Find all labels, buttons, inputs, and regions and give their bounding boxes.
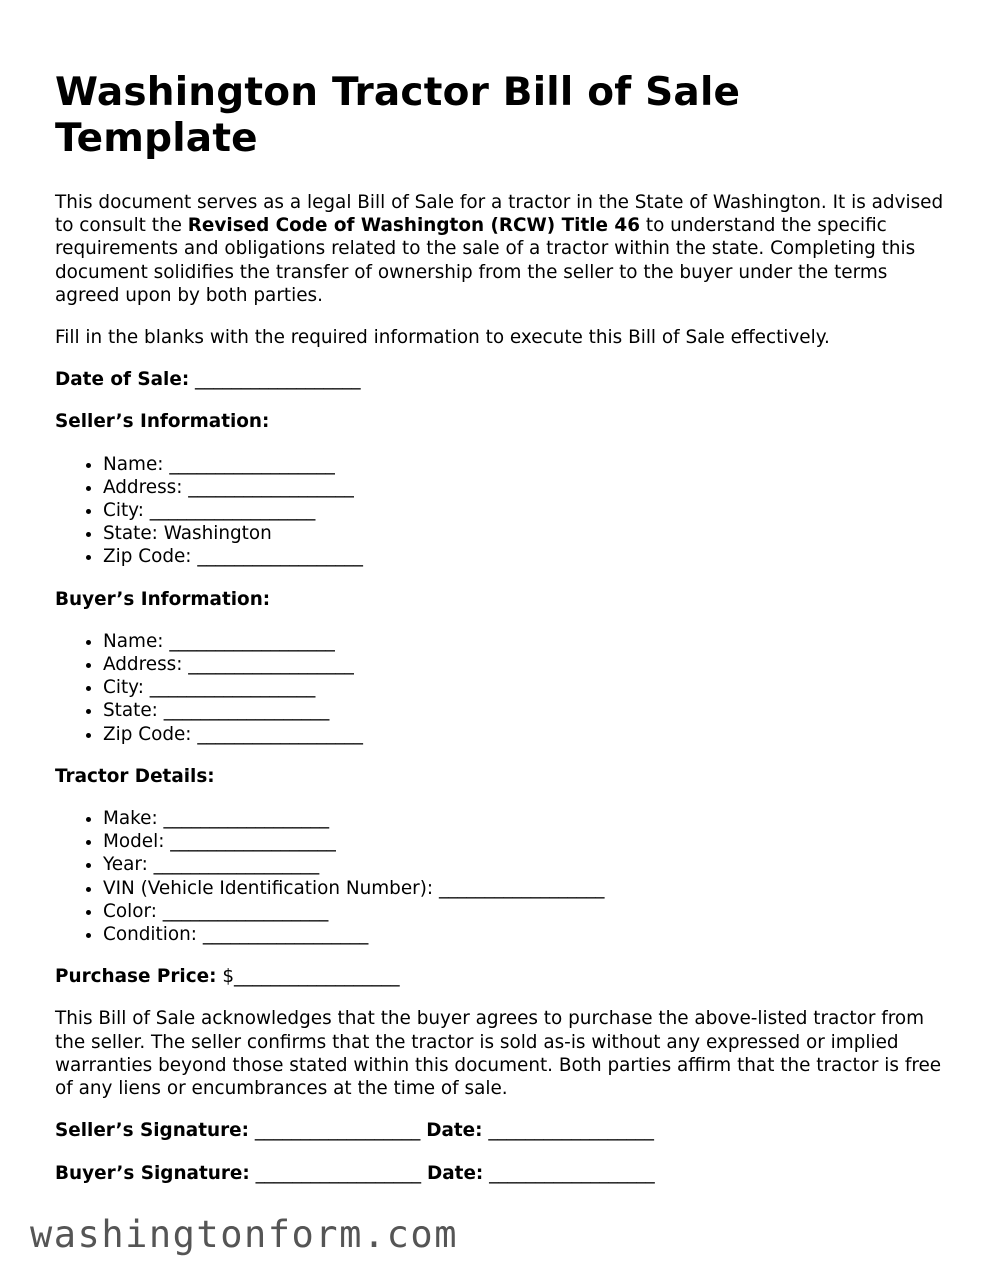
blank-line[interactable]: __________________ — [153, 854, 320, 876]
date-of-sale-field[interactable] — [55, 368, 945, 391]
tractor-make-label: Make: — [103, 808, 158, 830]
blank-line[interactable]: __________________ — [197, 723, 363, 745]
buyer-date-blank[interactable]: __________________ — [489, 1162, 655, 1184]
buyer-name-label: Name: — [103, 630, 164, 652]
instruction-paragraph: Fill in the blanks with the required information to execute this Bill of Sale effectively. — [55, 327, 830, 349]
list-item — [103, 877, 945, 900]
seller-city-label: City: — [103, 500, 144, 522]
seller-address-label: Address: — [103, 476, 183, 498]
intro-text-2: to understand the specific requirements and obligations related to the sale of a tractor within the state. Completing this document solidifies the transfer of ownership from the seller to the buyer under the terms agreed upon by both parties. — [55, 215, 916, 306]
blank-line[interactable]: __________________ — [163, 808, 330, 830]
list-item — [103, 476, 945, 499]
seller-name-label: Name: — [103, 453, 164, 475]
list-item — [103, 807, 945, 830]
blank-line[interactable]: __________________ — [170, 831, 336, 853]
purchase-price-field[interactable] — [55, 965, 945, 988]
buyer-signature-label: Buyer’s Signature: — [55, 1162, 250, 1184]
blank-line[interactable]: __________________ — [169, 453, 335, 475]
blank-line[interactable]: __________________ — [438, 877, 605, 899]
document-page — [55, 70, 945, 1204]
blank-line[interactable]: __________________ — [234, 966, 400, 988]
seller-date-blank[interactable]: __________________ — [488, 1120, 654, 1142]
list-item — [103, 676, 945, 699]
buyer-signature-row — [55, 1162, 945, 1185]
acknowledgment-paragraph: This Bill of Sale acknowledges that the buyer agrees to purchase the above-listed tractor from the seller. The seller confirms that the tractor is sold as-is without any expressed or implied warranties beyond those stated within this document. Both parties affirm that the tractor is free of any liens or encumbrances at the time of sale. — [55, 1008, 942, 1100]
blank-line[interactable]: __________________ — [195, 369, 361, 391]
tractor-details-heading: Tractor Details: — [55, 765, 215, 787]
rcw-reference: Revised Code of Washington (RCW) Title 46 — [187, 215, 641, 237]
buyer-address-label: Address: — [103, 654, 183, 676]
buyer-city-label: City: — [103, 677, 144, 699]
blank-line[interactable]: __________________ — [197, 546, 363, 568]
buyer-zip-label: Zip Code: — [103, 723, 192, 745]
blank-line[interactable]: __________________ — [169, 630, 335, 652]
purchase-price-label: Purchase Price: — [55, 966, 217, 988]
list-item — [103, 699, 945, 722]
site-watermark: washingtonform.com — [30, 1213, 458, 1256]
blank-line[interactable]: __________________ — [163, 700, 330, 722]
seller-info-heading: Seller’s Information: — [55, 411, 270, 433]
list-item — [103, 900, 945, 923]
seller-state-label: State: Washington — [103, 523, 272, 545]
list-item — [103, 545, 945, 568]
buyer-date-label: Date: — [426, 1162, 484, 1184]
list-item — [103, 723, 945, 746]
tractor-year-label: Year: — [103, 854, 148, 876]
blank-line[interactable]: __________________ — [149, 500, 316, 522]
buyer-signature-blank[interactable]: __________________ — [255, 1162, 422, 1184]
blank-line[interactable]: __________________ — [149, 677, 316, 699]
list-item — [103, 630, 945, 653]
tractor-condition-label: Condition: — [103, 924, 197, 946]
list-item — [103, 522, 945, 545]
blank-line[interactable]: __________________ — [188, 476, 354, 498]
tractor-color-label: Color: — [103, 900, 157, 922]
tractor-vin-label: VIN (Vehicle Identification Number): — [103, 877, 434, 899]
tractor-details-list — [55, 807, 945, 946]
blank-line[interactable]: __________________ — [202, 924, 369, 946]
list-item — [103, 653, 945, 676]
seller-signature-label: Seller’s Signature: — [55, 1120, 249, 1142]
buyer-state-label: State: — [103, 700, 158, 722]
seller-signature-row — [55, 1119, 945, 1142]
list-item — [103, 853, 945, 876]
blank-line[interactable]: __________________ — [162, 900, 329, 922]
blank-line[interactable]: __________________ — [188, 654, 354, 676]
buyer-info-list — [55, 630, 945, 746]
seller-zip-label: Zip Code: — [103, 546, 192, 568]
list-item — [103, 923, 945, 946]
date-of-sale-label: Date of Sale: — [55, 369, 190, 391]
intro-text-1: This document serves as a legal Bill of Sale for a tractor in the State of Washington. It is advised to consult the — [55, 192, 944, 237]
tractor-model-label: Model: — [103, 831, 165, 853]
currency-prefix: $ — [222, 966, 235, 988]
seller-date-label: Date: — [426, 1120, 483, 1142]
intro-paragraph — [55, 191, 945, 307]
list-item — [103, 453, 945, 476]
buyer-info-heading: Buyer’s Information: — [55, 588, 271, 610]
list-item — [103, 499, 945, 522]
list-item — [103, 830, 945, 853]
page-title: Washington Tractor Bill of Sale Template — [55, 70, 741, 161]
seller-signature-blank[interactable]: __________________ — [254, 1120, 421, 1142]
seller-info-list — [55, 453, 945, 569]
